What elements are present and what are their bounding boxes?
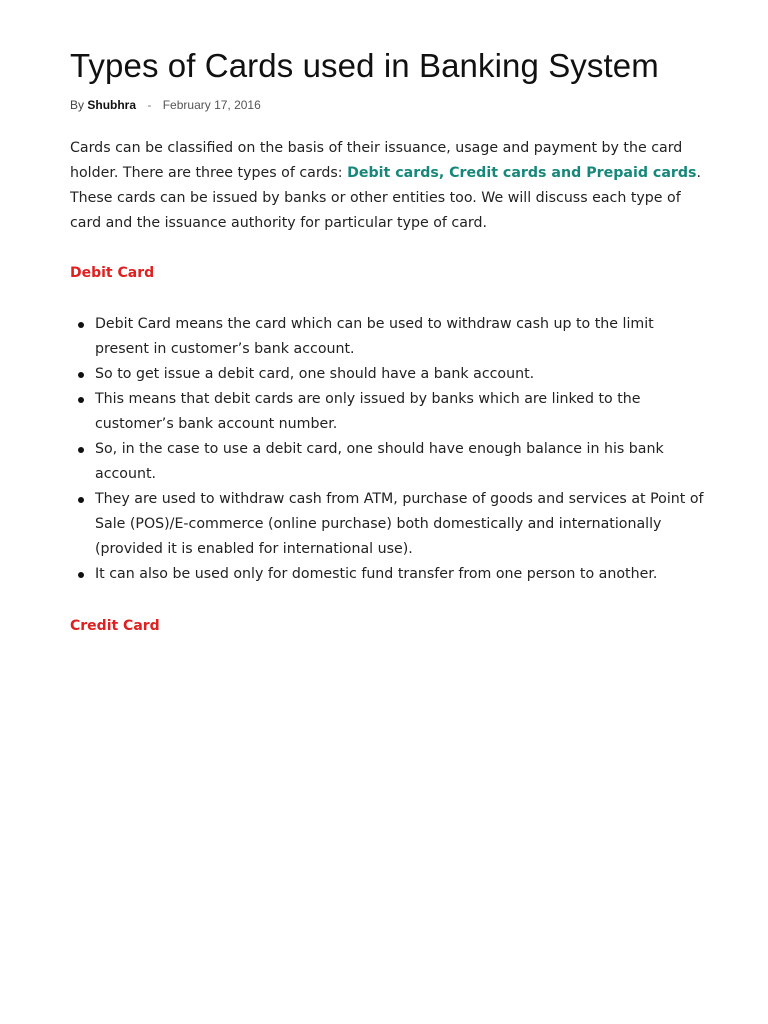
bullet-icon [78,372,84,378]
card-types-highlight: Debit cards, Credit cards and Prepaid cards [347,165,697,181]
publish-date: February 17, 2016 [162,98,261,112]
meta-separator: - [147,98,152,112]
list-item [95,387,710,437]
intro-text-second: These cards can be issued by banks or other entities too. We will discuss each type of card and the issuance authority for particular type of card. [70,190,681,231]
article [70,0,710,636]
list-item [95,562,710,587]
list-item-text: It can also be used only for domestic fund transfer from one person to another. [95,566,658,582]
author-link[interactable]: Shubhra [87,98,137,112]
list-item [95,312,710,362]
intro-period: . [696,165,702,181]
bullet-icon [78,322,84,328]
list-item [95,437,710,487]
article-meta [70,96,710,114]
list-item [95,487,710,562]
intro-text: Cards can be classified on the basis of their issuance, usage and payment by the card holder. There are three types of cards: [70,140,683,181]
list-item-text: They are used to withdraw cash from ATM, purchase of goods and services at Point of Sale (POS)/E-commerce (online purchase) both domestically and internationally (provided it is enabled for international use). [95,491,704,557]
bullet-icon [78,447,84,453]
list-item [95,362,710,387]
section-heading-debit-card: Debit Card [70,265,155,281]
bullet-icon [78,497,84,503]
bullet-icon [78,397,84,403]
intro-paragraph [70,136,710,236]
by-label: By [70,98,85,112]
list-item-text: So, in the case to use a debit card, one should have enough balance in his bank account. [95,441,664,482]
debit-card-list [70,312,710,587]
list-item-text: Debit Card means the card which can be used to withdraw cash up to the limit present in customer’s bank account. [95,316,654,357]
section-heading-credit-card: Credit Card [70,618,160,634]
page-title: Types of Cards used in Banking System [70,47,659,84]
bullet-icon [78,572,84,578]
list-item-text: So to get issue a debit card, one should have a bank account. [95,366,535,382]
list-item-text: This means that debit cards are only issued by banks which are linked to the customer’s bank account number. [95,391,641,432]
